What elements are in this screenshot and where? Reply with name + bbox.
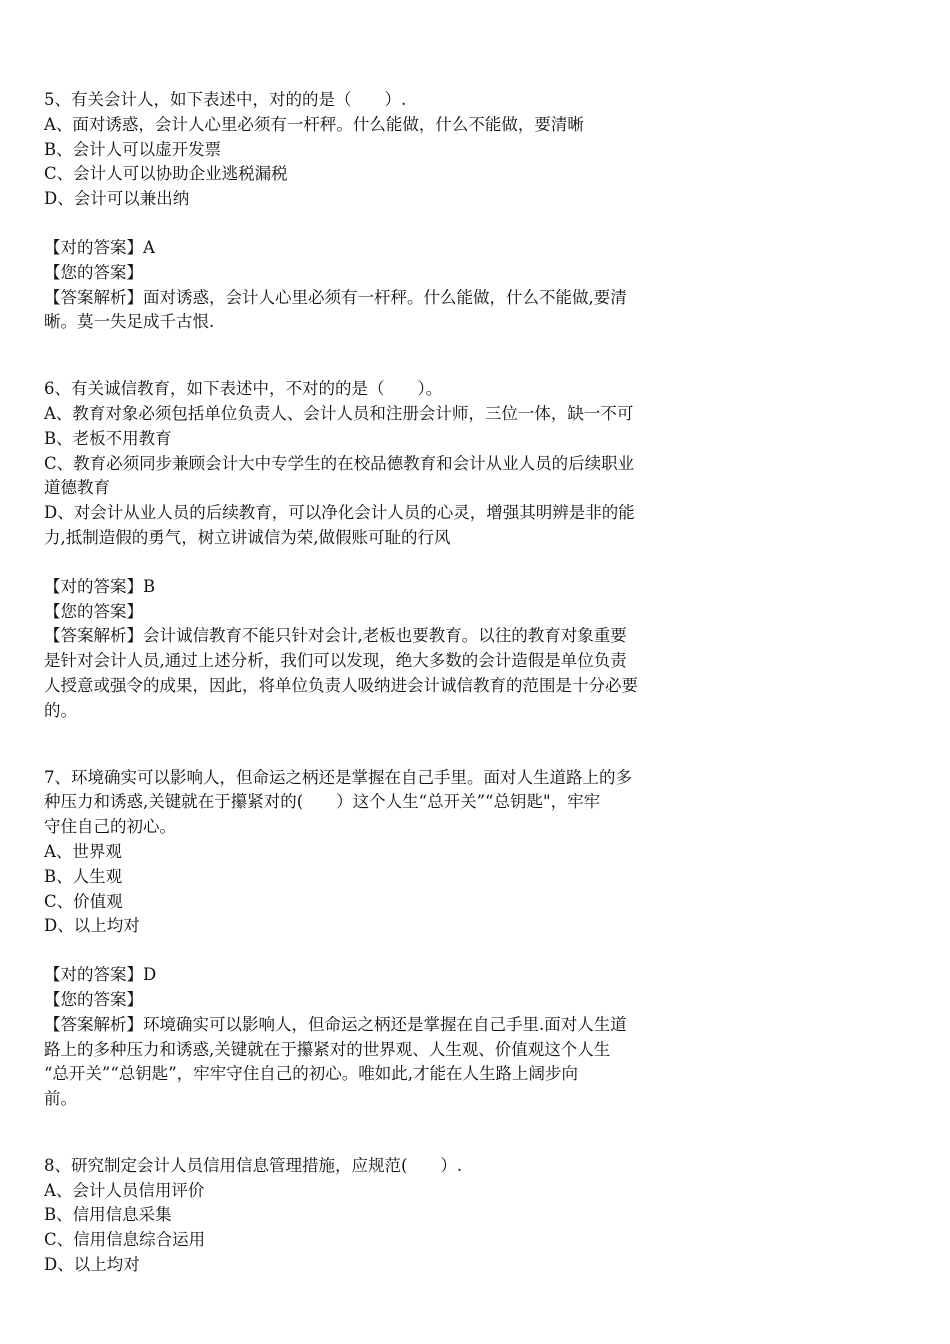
question-stem: 7、环境确实可以影响人，但命运之柄还是掌握在自己手里。面对人生道路上的多 xyxy=(44,767,632,787)
option-d: D、以上均对 xyxy=(44,916,140,936)
option-b: B、信用信息采集 xyxy=(44,1205,172,1225)
question-5 xyxy=(44,88,714,335)
option-d-continued: 力,抵制造假的勇气，树立讲诚信为荣,做假账可耻的行风 xyxy=(44,527,451,547)
option-a: A、会计人员信用评价 xyxy=(44,1180,205,1200)
answer-analysis: 是针对会计人员,通过上述分析，我们可以发现，绝大多数的会计造假是单位负责 xyxy=(44,651,627,671)
question-stem: 6、有关诚信教育，如下表述中，不对的的是（ ）。 xyxy=(44,379,443,399)
question-7 xyxy=(44,766,714,1112)
correct-answer: 【对的答案】B xyxy=(44,576,156,596)
option-b: B、老板不用教育 xyxy=(44,428,172,448)
option-c-continued: 道德教育 xyxy=(44,478,110,498)
answer-analysis: 【答案解析】会计诚信教育不能只针对会计,老板也要教育。以往的教育对象重要 xyxy=(44,626,627,646)
answer-analysis: “总开关”“总钥匙”，牢牢守住自己的初心。唯如此,才能在人生路上阔步向 xyxy=(44,1064,578,1084)
option-c: C、教育必须同步兼顾会计大中专学生的在校品德教育和会计从业人员的后续职业 xyxy=(44,453,635,473)
correct-answer: 【对的答案】D xyxy=(44,965,157,985)
answer-analysis: 【答案解析】环境确实可以影响人，但命运之柄还是掌握在自己手里.面对人生道 xyxy=(44,1014,627,1034)
correct-answer: 【对的答案】A xyxy=(44,237,155,257)
option-a: A、世界观 xyxy=(44,841,122,861)
question-8 xyxy=(44,1154,714,1278)
option-c: C、信用信息综合运用 xyxy=(44,1230,206,1250)
option-a: A、教育对象必须包括单位负责人、会计人员和注册会计师，三位一体，缺一不可 xyxy=(44,403,634,423)
answer-analysis: 晰。莫一失足成千古恨. xyxy=(44,312,215,332)
answer-analysis: 【答案解析】面对诱惑，会计人心里必须有一杆秤。什么能做，什么不能做,要清 xyxy=(44,287,627,307)
answer-analysis: 前。 xyxy=(44,1089,77,1109)
option-b: B、会计人可以虚开发票 xyxy=(44,139,222,159)
option-a: A、面对诱惑，会计人心里必须有一杆秤。什么能做，什么不能做，要清晰 xyxy=(44,114,584,134)
question-stem: 守住自己的初心。 xyxy=(44,817,176,837)
answer-analysis: 的。 xyxy=(44,700,77,720)
answer-analysis: 人授意或强令的成果，因此，将单位负责人吸纳进会计诚信教育的范围是十分必要 xyxy=(44,675,638,695)
question-6 xyxy=(44,377,714,723)
your-answer: 【您的答案】 xyxy=(44,262,143,282)
option-b: B、人生观 xyxy=(44,866,123,886)
document-page xyxy=(44,88,714,1278)
option-c: C、会计人可以协助企业逃税漏税 xyxy=(44,164,288,184)
your-answer: 【您的答案】 xyxy=(44,601,143,621)
answer-analysis: 路上的多种压力和诱惑,关键就在于攥紧对的世界观、人生观、价值观这个人生 xyxy=(44,1039,611,1059)
your-answer: 【您的答案】 xyxy=(44,989,143,1009)
option-c: C、价值观 xyxy=(44,891,123,911)
question-stem: 5、有关会计人，如下表述中，对的的是（ ）. xyxy=(44,90,407,109)
question-stem: 8、研究制定会计人员信用信息管理措施，应规范( ）. xyxy=(44,1155,463,1175)
question-stem: 种压力和诱惑,关键就在于攥紧对的( ）这个人生“总开关”“总钥匙"，牢牢 xyxy=(44,792,601,812)
option-d: D、会计可以兼出纳 xyxy=(44,189,190,209)
option-d: D、以上均对 xyxy=(44,1255,140,1275)
option-d: D、对会计从业人员的后续教育，可以净化会计人员的心灵，增强其明辨是非的能 xyxy=(44,503,635,523)
